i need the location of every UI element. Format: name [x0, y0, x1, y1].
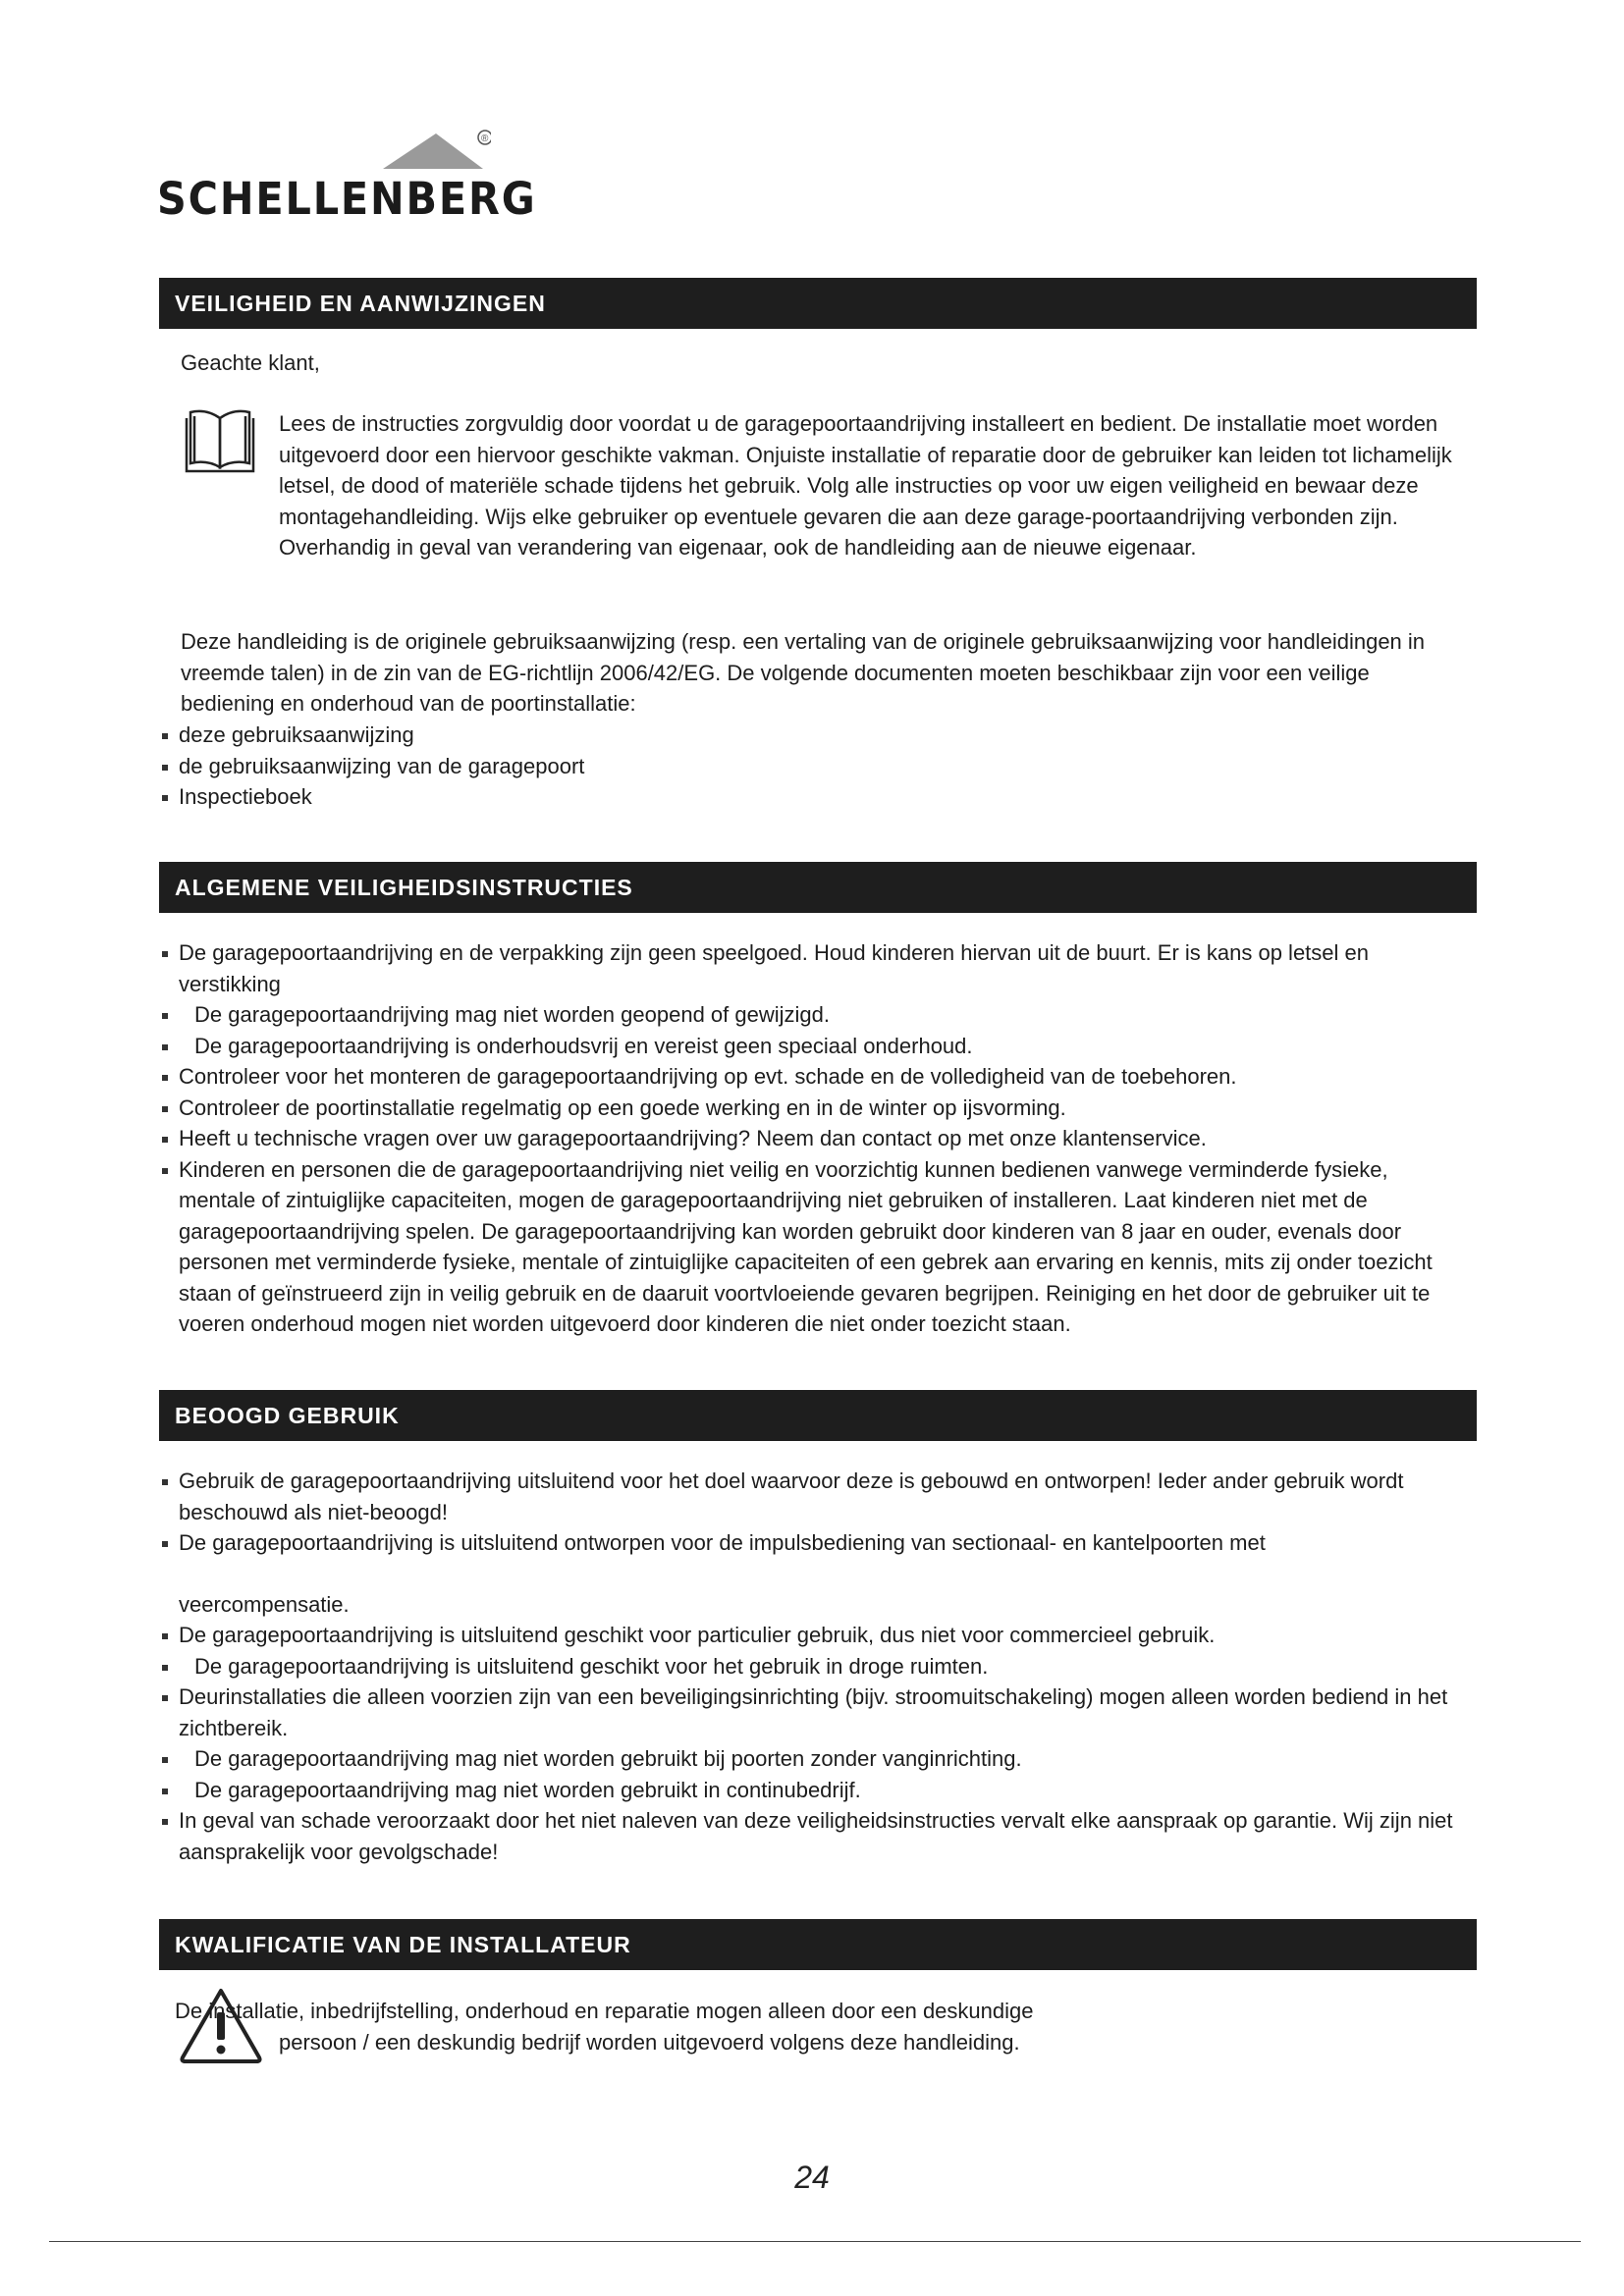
qualification-line-1: De installatie, inbedrijfstelling, onderhoud en reparatie mogen alleen door een deskundige [175, 1999, 1034, 2023]
brand-name: SCHELLENBERG [157, 173, 537, 225]
section-heading-general: ALGEMENE VEILIGHEIDSINSTRUCTIES [159, 862, 1477, 913]
list-item: de gebruiksaanwijzing van de garagepoort [159, 751, 1455, 782]
list-item: De garagepoortaandrijving is uitsluitend geschikt voor het gebruik in droge ruimten. [159, 1651, 1467, 1682]
continuation-line: veercompensatie. [179, 1592, 350, 1617]
brand-logo [157, 126, 537, 225]
section-heading-intended-use: BEOOGD GEBRUIK [159, 1390, 1477, 1441]
general-safety-list [159, 937, 1467, 1340]
documents-list [159, 720, 1455, 813]
svg-text:®: ® [481, 133, 489, 144]
list-item: In geval van schade veroorzaakt door het niet naleven van deze veiligheidsinstructies vervalt elke aanspraak op garantie. Wij zijn niet aansprakelijk voor gevolgschade! [159, 1805, 1467, 1867]
qualification-line-2: persoon / een deskundig bedrijf worden uitgevoerd volgens deze handleiding. [279, 2030, 1020, 2055]
intended-use-list [159, 1466, 1467, 1559]
list-item: De garagepoortaandrijving mag niet worden gebruikt bij poorten zonder vanginrichting. [159, 1743, 1467, 1775]
list-item: De garagepoortaandrijving mag niet worden geopend of gewijzigd. [159, 999, 1467, 1031]
list-item: Inspectieboek [159, 781, 1455, 813]
list-item: De garagepoortaandrijving is onderhoudsvrij en vereist geen speciaal onderhoud. [159, 1031, 1467, 1062]
roof-logo-icon [373, 126, 491, 175]
list-item: De garagepoortaandrijving mag niet worden gebruikt in continubedrijf. [159, 1775, 1467, 1806]
footer-divider [49, 2241, 1581, 2242]
manual-book-icon [181, 404, 259, 479]
page-number: 24 [794, 2160, 830, 2195]
list-item: Heeft u technische vragen over uw garagepoortaandrijving? Neem dan contact op met onze klantenservice. [159, 1123, 1467, 1154]
list-item: De garagepoortaandrijving en de verpakking zijn geen speelgoed. Houd kinderen hiervan uit de buurt. Er is kans op letsel en verstikking [159, 937, 1467, 999]
original-manual-paragraph: Deze handleiding is de originele gebruiksaanwijzing (resp. een vertaling van de originele gebruiksaanwijzing voor handleidingen in vreemde talen) in de zin van de EG-richtlijn 2006/42/EG. De volgende documenten moeten beschikbaar zijn voor een veilige bediening en onderhoud van de poortinstallatie: [181, 629, 1426, 716]
section-heading-safety: VEILIGHEID EN AANWIJZINGEN [159, 278, 1477, 329]
list-item: Controleer voor het monteren de garagepoortaandrijving op evt. schade en de volledigheid van de toebehoren. [159, 1061, 1467, 1093]
greeting: Geachte klant, [181, 350, 320, 375]
list-item: Kinderen en personen die de garagepoortaandrijving niet veilig en voorzichtig kunnen bedienen vanwege verminderde fysieke, mentale of zintuiglijke capaciteiten, mogen de garagepoortaandrijving niet gebruiken of installeren. Laat kinderen niet met de garagepoortaandrijving spelen. De garagepoortaandrijving kan worden gebruikt door kinderen van 8 jaar en ouder, evenals door personen met verminderde fysieke, mentale of zintuiglijke capaciteiten of een gebrek aan ervaring en kennis, mits zij onder toezicht staan of geïnstrueerd zijn in veilig gebruik en de daaruit voortvloeiende gevaren begrijpen. Reiniging en het door de gebruiker uit te voeren onderhoud mogen niet worden uitgevoerd door kinderen die niet onder toezicht staan. [159, 1154, 1467, 1340]
read-instructions-paragraph: Lees de instructies zorgvuldig door voordat u de garagepoortaandrijving installeert en bedient. De installatie moet worden uitgevoerd door een hiervoor geschikte vakman. Onjuiste installatie of reparatie door de gebruiker kan leiden tot lichamelijk letsel, de dood of materiële schade tijdens het gebruik. Volg alle instructies op voor uw eigen veiligheid en bewaar deze montagehandleiding. Wijs elke gebruiker op eventuele gevaren die aan deze garage-poortaandrijving verbonden zijn. Overhandig in geval van verandering van eigenaar, ook de handleiding aan de nieuwe eigenaar. [279, 411, 1452, 560]
list-item: Deurinstallaties die alleen voorzien zijn van een beveiligingsinrichting (bijv. stroomuitschakeling) mogen alleen worden bediend in het zichtbereik. [159, 1682, 1467, 1743]
list-item: Gebruik de garagepoortaandrijving uitsluitend voor het doel waarvoor deze is gebouwd en ontworpen! Ieder ander gebruik wordt beschouwd als niet-beoogd! [159, 1466, 1467, 1527]
list-item: De garagepoortaandrijving is uitsluitend ontworpen voor de impulsbediening van sectionaal- en kantelpoorten met [159, 1527, 1467, 1559]
intended-use-list-continued [159, 1620, 1467, 1867]
section-heading-qualification: KWALIFICATIE VAN DE INSTALLATEUR [159, 1919, 1477, 1970]
list-item: Controleer de poortinstallatie regelmatig op een goede werking en in de winter op ijsvorming. [159, 1093, 1467, 1124]
list-item: De garagepoortaandrijving is uitsluitend geschikt voor particulier gebruik, dus niet voor commercieel gebruik. [159, 1620, 1467, 1651]
list-item: deze gebruiksaanwijzing [159, 720, 1455, 751]
